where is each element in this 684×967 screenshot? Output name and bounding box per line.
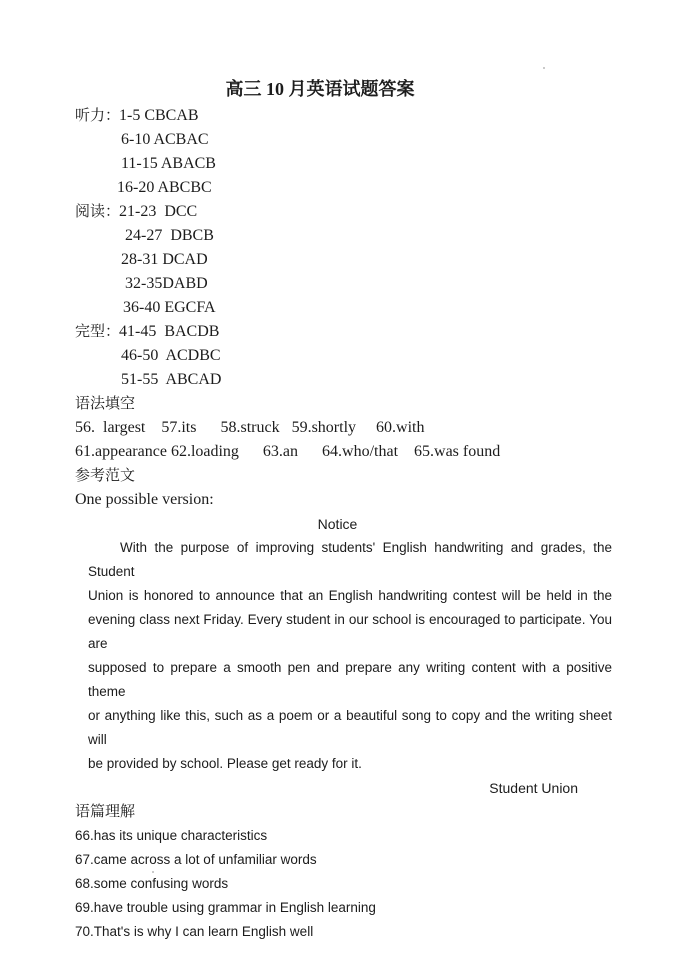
essay-signature: Student Union [489, 780, 578, 796]
scan-speck [152, 871, 154, 873]
listening-section [75, 104, 612, 200]
essay-line-2: Union is honored to announce that an English handwriting contest will be held in the [88, 588, 612, 603]
essay-line-3: evening class next Friday. Every student in our school is encouraged to participate. You are [88, 612, 612, 651]
grammar-heading: 语法填空 [75, 396, 136, 412]
cloze-answers-41-45: 41-45 BACDB [119, 323, 220, 340]
reading-label: 阅读： [75, 204, 121, 220]
listening-row-1 [75, 104, 612, 128]
reading-section [75, 200, 612, 320]
comprehension-item-69: 69.have trouble using grammar in English learning [75, 900, 376, 915]
essay-title: Notice [317, 516, 358, 532]
listening-answers-16-20: 16-20 ABCBC [117, 179, 212, 196]
answer-key [75, 104, 612, 392]
comprehension-item-66: 66.has its unique characteristics [75, 828, 268, 843]
grammar-answers-56-60: 56. largest 57.its 58.struck 59.shortly 60.with [75, 419, 425, 436]
listening-answers-11-15: 11-15 ABACB [121, 155, 216, 172]
cloze-answers-51-55: 51-55 ABCAD [121, 371, 222, 388]
comprehension-section [75, 800, 612, 944]
listening-answers-1-5: 1-5 CBCAB [119, 107, 199, 124]
comprehension-item-67: 67.came across a lot of unfamiliar words [75, 852, 317, 867]
essay-intro: One possible version: [75, 491, 214, 508]
reading-answers-21-23: 21-23 DCC [119, 203, 198, 220]
comprehension-item-70: 70.That's is why I can learn English well [75, 924, 314, 939]
reading-answers-32-35: 32-35DABD [125, 275, 208, 292]
page-content [75, 76, 612, 944]
essay-line-6: be provided by school. Please get ready for it. [88, 756, 362, 771]
essay-line-5: or anything like this, such as a poem or a beautiful song to copy and the writing sheet will [88, 708, 612, 747]
scan-speck [543, 67, 545, 69]
cloze-answers-46-50: 46-50 ACDBC [121, 347, 221, 364]
essay-section [75, 464, 612, 800]
cloze-section [75, 320, 612, 392]
cloze-label: 完型： [75, 324, 121, 340]
essay-heading: 参考范文 [75, 468, 136, 484]
reading-answers-36-40: 36-40 EGCFA [123, 299, 216, 316]
listening-answers-6-10: 6-10 ACBAC [121, 131, 209, 148]
comprehension-item-68: 68.some confusing words [75, 876, 229, 891]
reading-answers-28-31: 28-31 DCAD [121, 251, 208, 268]
reading-row-1 [75, 200, 612, 224]
grammar-section [75, 392, 612, 464]
cloze-row-1 [75, 320, 612, 344]
listening-label: 听力： [75, 108, 121, 124]
essay-line-1: With the purpose of improving students' English handwriting and grades, the Student [88, 540, 612, 579]
page-title: 高三 10 月英语试题答案 [225, 79, 415, 99]
comprehension-heading: 语篇理解 [75, 804, 136, 820]
grammar-answers-61-65: 61.appearance 62.loading 63.an 64.who/that 65.was found [75, 443, 501, 460]
essay-line-4: supposed to prepare a smooth pen and prepare any writing content with a positive theme [88, 660, 612, 699]
reading-answers-24-27: 24-27 DBCB [125, 227, 214, 244]
essay-body [88, 512, 612, 800]
